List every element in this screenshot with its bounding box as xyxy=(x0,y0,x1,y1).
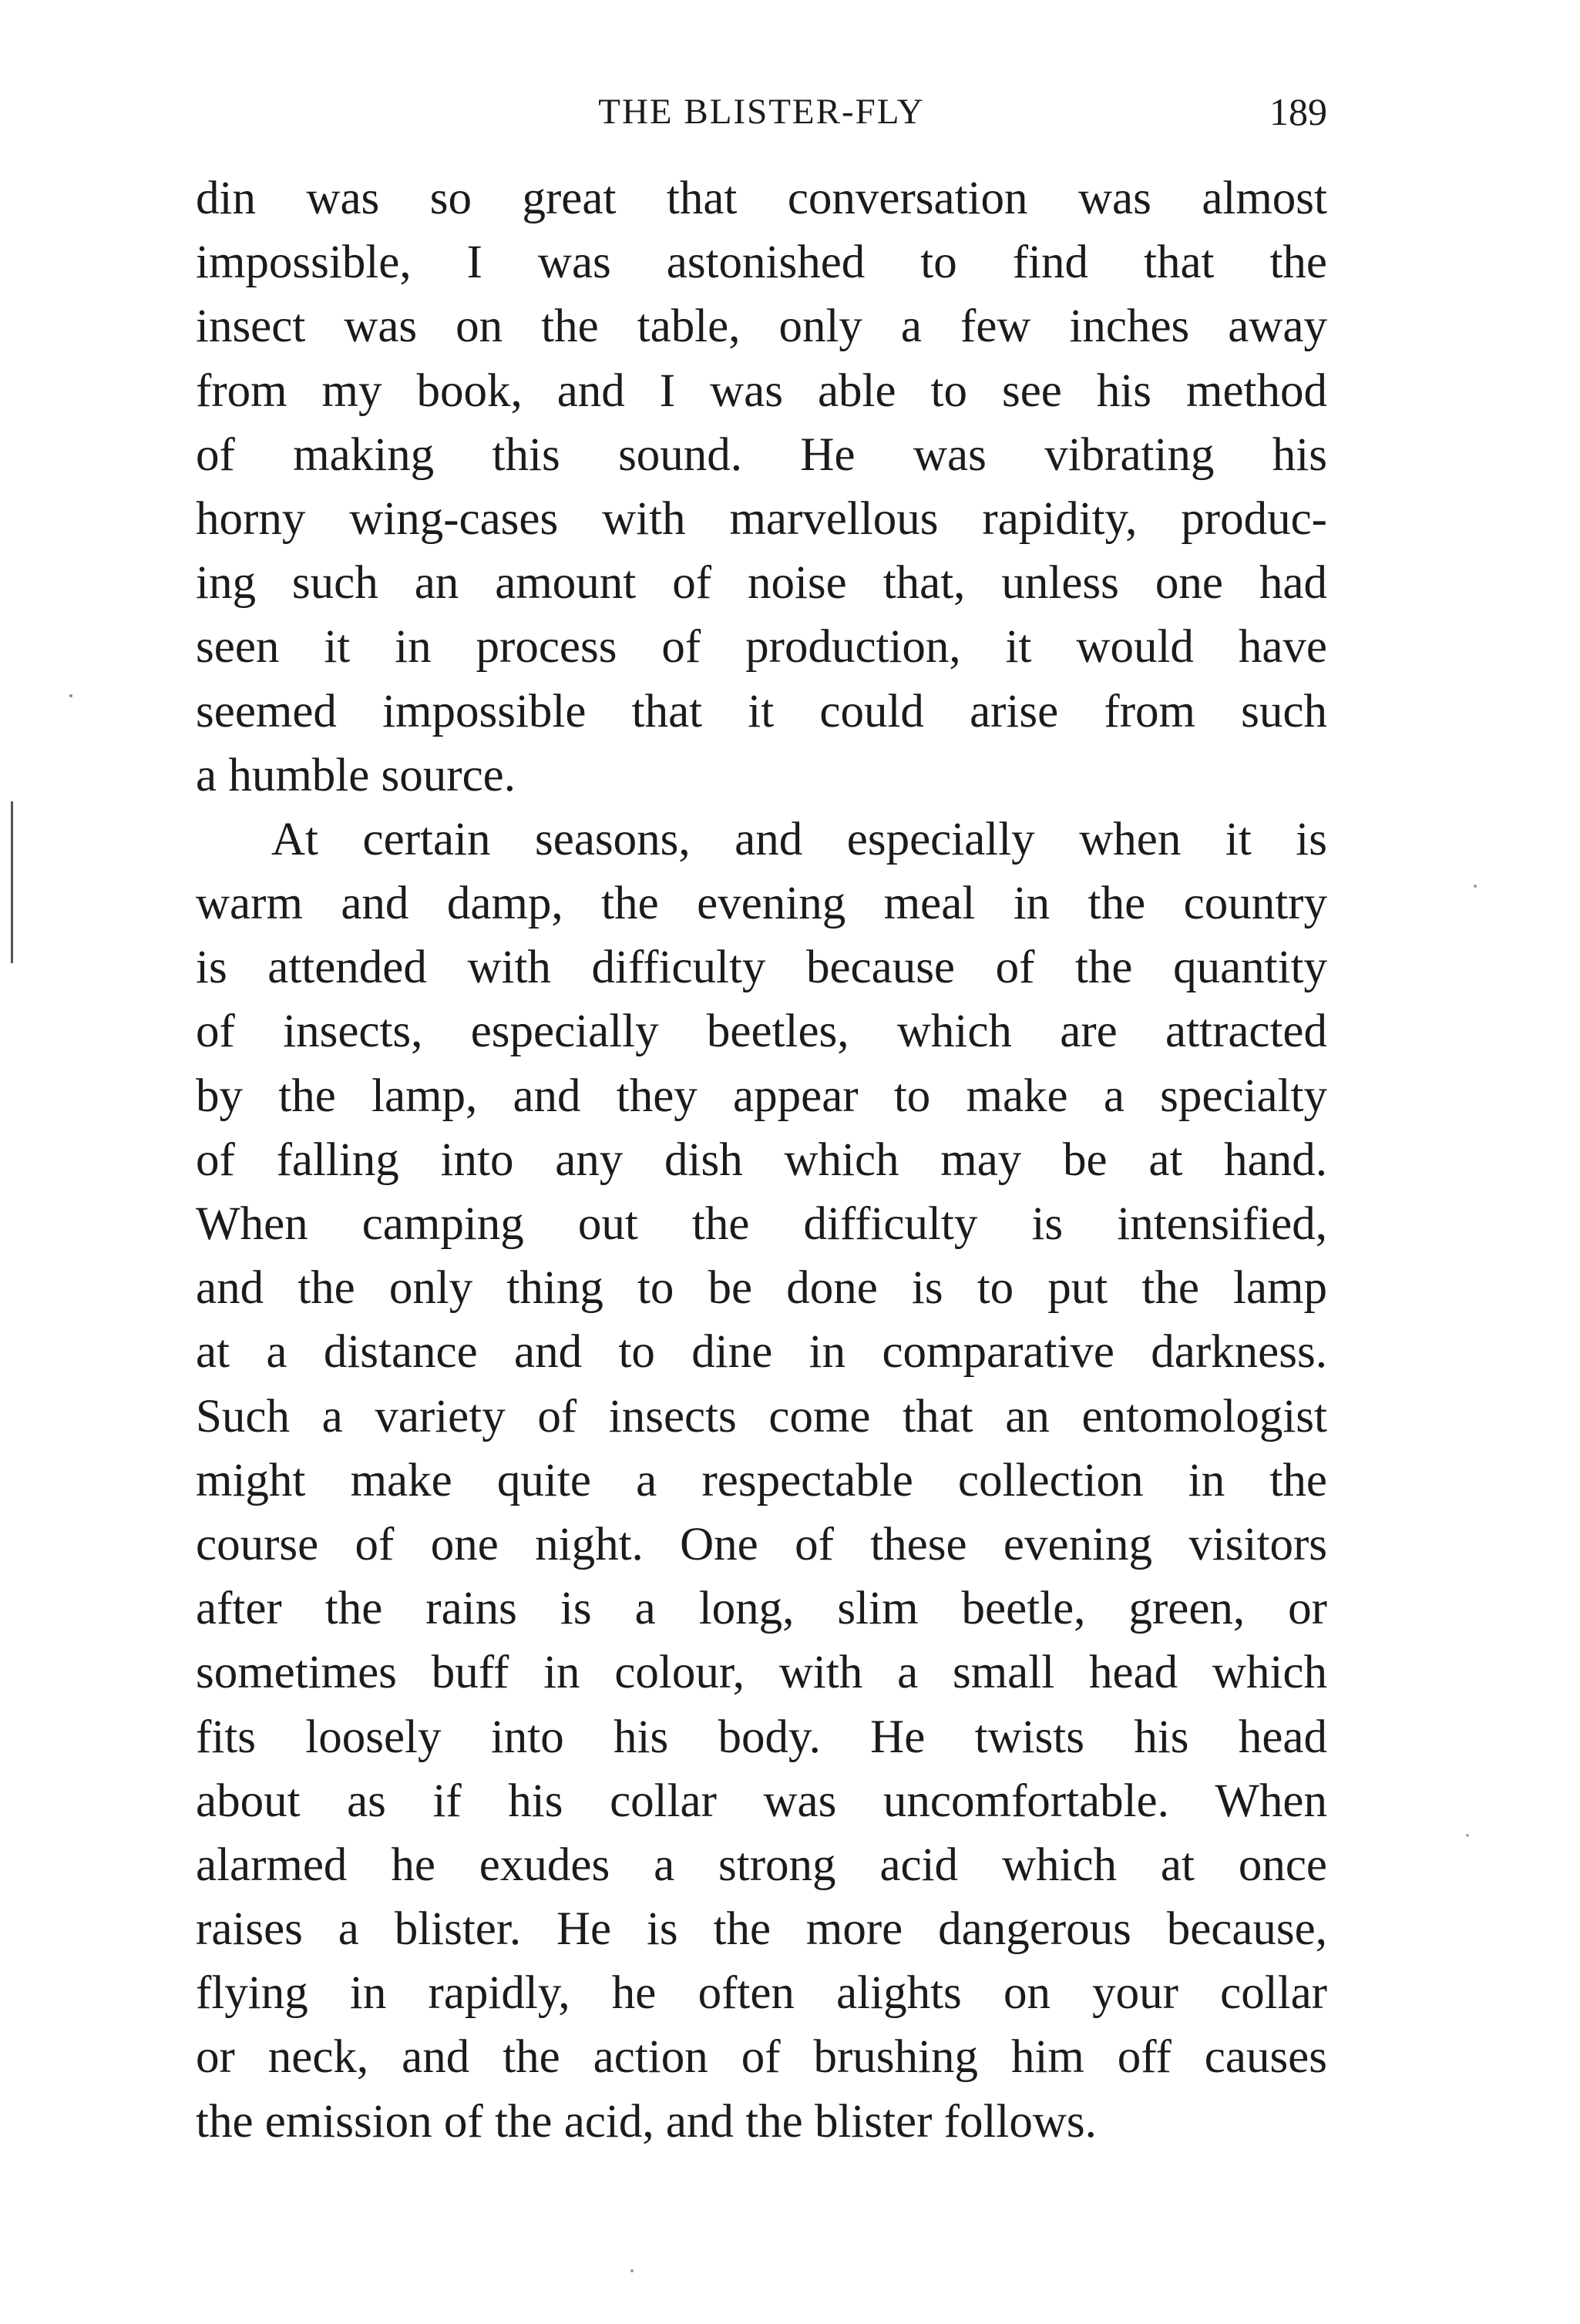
text-line: horny wing-cases with marvellous rapidity, produc- xyxy=(196,492,1327,545)
text-line: course of one night. One of these evening visitors xyxy=(196,1518,1327,1570)
text-line: alarmed he exudes a strong acid which at once xyxy=(196,1839,1327,1891)
text-line: din was so great that conversation was almost xyxy=(196,173,1327,224)
speck xyxy=(1466,1834,1469,1837)
text-line: sometimes buff in colour, with a small head which xyxy=(196,1647,1327,1699)
text-line: flying in rapidly, he often alights on your collar xyxy=(196,1967,1327,2020)
text-line: after the rains is a long, slim beetle, green, or xyxy=(196,1583,1327,1635)
speck xyxy=(1474,885,1477,888)
text-line: raises a blister. He is the more dangerous because, xyxy=(196,1903,1327,1956)
text-line: warm and damp, the evening meal in the country xyxy=(196,878,1327,930)
text-line: of making this sound. He was vibrating his xyxy=(196,428,1327,481)
text-line: is attended with difficulty because of the quantity xyxy=(196,942,1327,994)
text-line: fits loosely into his body. He twists his head xyxy=(196,1711,1327,1763)
speck xyxy=(69,694,72,697)
text-line: impossible, I was astonished to find that the xyxy=(196,237,1327,289)
text-line: the emission of the acid, and the blister follows. xyxy=(196,2095,1097,2148)
text-line: of falling into any dish which may be at hand. xyxy=(196,1133,1327,1186)
text-line: about as if his collar was uncomfortable. When xyxy=(196,1775,1327,1827)
running-head xyxy=(196,81,1327,143)
running-title: THE BLISTER-FLY xyxy=(598,92,925,132)
text-line: at a distance and to dine in comparative darkness. xyxy=(196,1326,1327,1379)
text-line: insect was on the table, only a few inches away xyxy=(196,301,1327,353)
text-line: seemed impossible that it could arise from such xyxy=(196,685,1327,737)
text-line: might make quite a respectable collection in the xyxy=(196,1454,1327,1506)
text-line: Such a variety of insects come that an entomologist xyxy=(196,1390,1327,1442)
text-line: by the lamp, and they appear to make a specialty xyxy=(196,1070,1327,1122)
text-line: ing such an amount of noise that, unless one had xyxy=(196,557,1327,610)
text-line: of insects, especially beetles, which are attracted xyxy=(196,1006,1327,1058)
paragraph-first-line: At certain seasons, and especially when it is xyxy=(271,813,1327,865)
body-text xyxy=(196,166,1327,2154)
speck xyxy=(630,2269,634,2272)
text-line: or neck, and the action of brushing him off causes xyxy=(196,2031,1327,2084)
text-line: a humble source. xyxy=(196,749,516,801)
margin-mark xyxy=(11,801,13,963)
text-line: When camping out the difficulty is intensified, xyxy=(196,1198,1327,1250)
page-number: 189 xyxy=(1269,90,1327,133)
text-line: seen it in process of production, it would have xyxy=(196,621,1327,673)
text-line: from my book, and I was able to see his method xyxy=(196,364,1327,417)
text-line: and the only thing to be done is to put the lamp xyxy=(196,1262,1327,1315)
